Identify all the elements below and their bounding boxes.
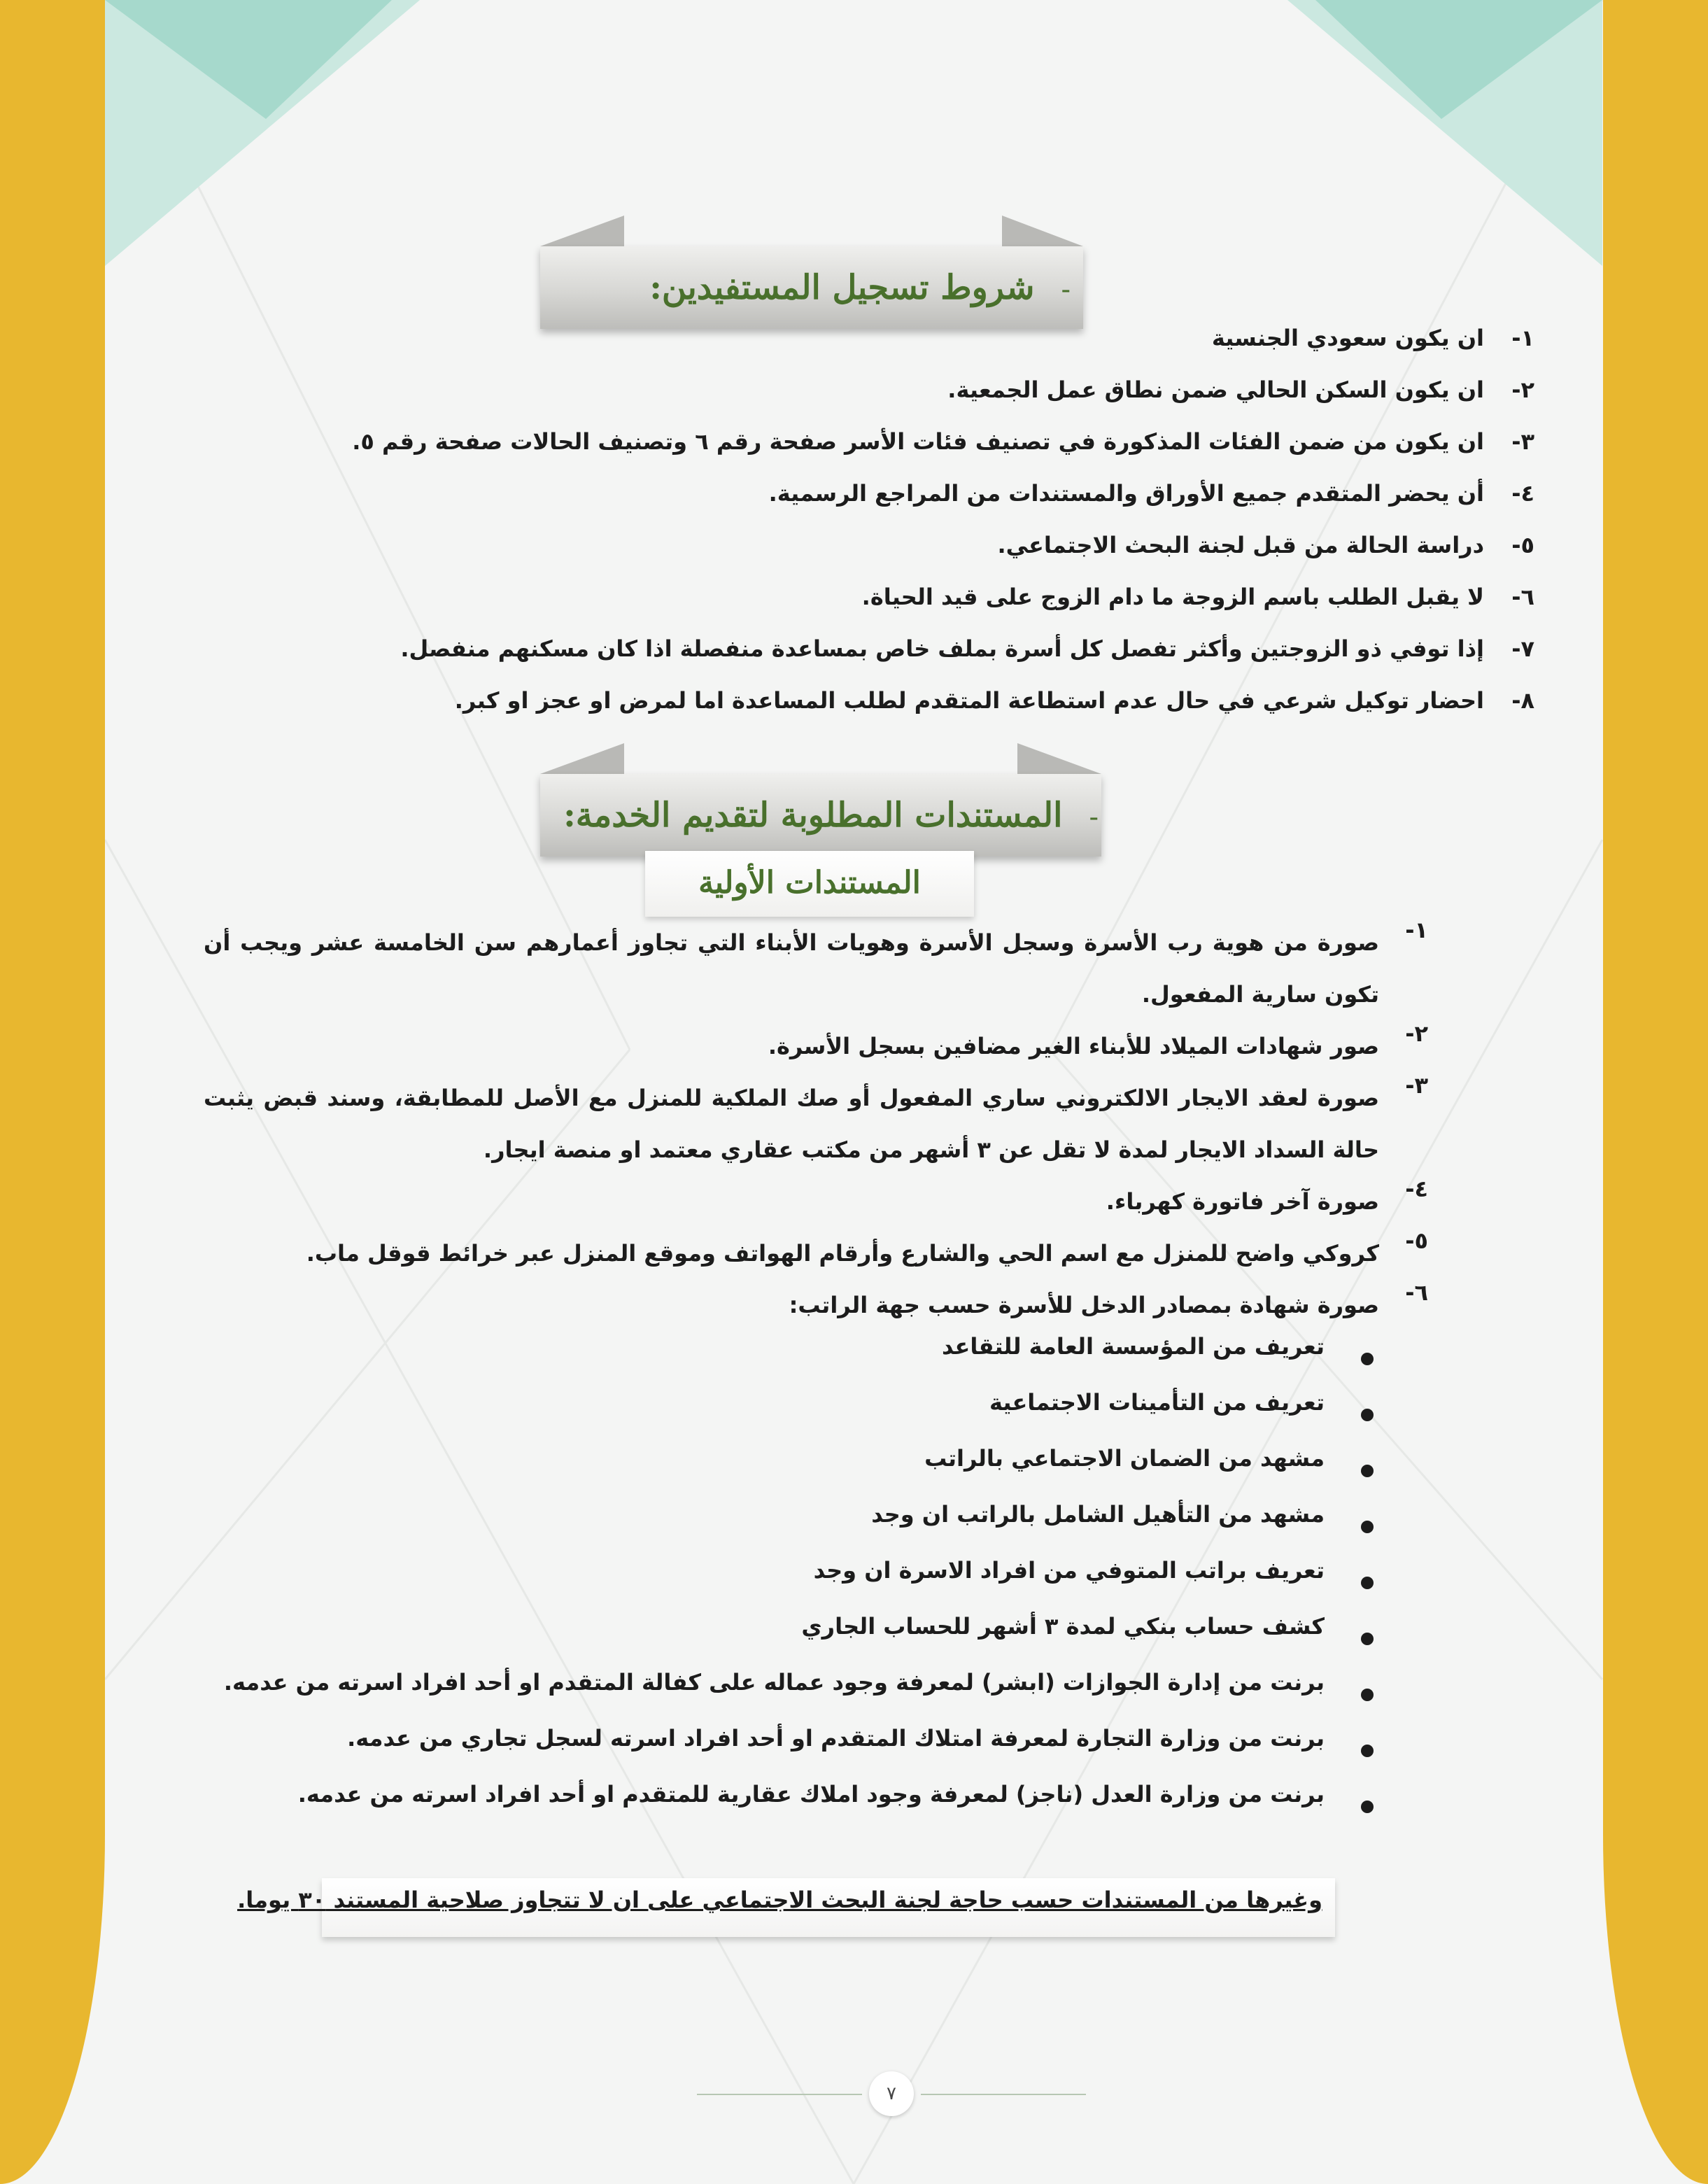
footer-note-text: وغيرها من المستندات حسب حاجة لجنة البحث الاجتماعي على ان لا تتجاوز صلاحية المستند ٣٠ يوما. <box>237 1887 1322 1913</box>
bullet-dot-icon <box>1361 1353 1374 1365</box>
item-number: ٤- <box>1511 480 1534 507</box>
bullet-item <box>224 1389 1325 1445</box>
item-text: إذا توفي ذو الزوجتين وأكثر تفصل كل أسرة بملف خاص بمساعدة منفصلة اذا كان مسكنهم منفصل. <box>400 635 1484 662</box>
item-text: ان يكون السكن الحالي ضمن نطاق عمل الجمعية. <box>947 376 1484 403</box>
list-item <box>352 428 1534 480</box>
page-number-divider-left <box>697 2094 862 2095</box>
section1-dash: - <box>1061 274 1071 306</box>
bullet-item <box>224 1725 1325 1781</box>
list-item <box>352 532 1534 584</box>
bullet-dot-icon <box>1361 1521 1374 1533</box>
list-item <box>352 584 1534 635</box>
item-text: كروكي واضح للمنزل مع اسم الحي والشارع وأرقام الهواتف وموقع المنزل عبر خرائط قوقل ماب. <box>306 1240 1379 1267</box>
item-number: ٨- <box>1511 687 1534 714</box>
section1-title <box>649 246 1071 329</box>
item-number: ٧- <box>1511 635 1534 662</box>
section2-dash: - <box>1089 801 1099 833</box>
section2-title <box>563 774 1099 857</box>
bullet-text: مشهد من الضمان الاجتماعي بالراتب <box>924 1445 1325 1472</box>
item-text: ان يكون سعودي الجنسية <box>1211 325 1484 351</box>
bullet-dot-icon <box>1361 1745 1374 1757</box>
section2-subtitle: المستندات الأولية <box>645 851 974 917</box>
item-text: أن يحضر المتقدم جميع الأوراق والمستندات من المراجع الرسمية. <box>768 480 1484 507</box>
list-item <box>204 1227 1428 1279</box>
bullet-dot-icon <box>1361 1689 1374 1701</box>
item-text: دراسة الحالة من قبل لجنة البحث الاجتماعي. <box>997 532 1484 558</box>
bullet-item <box>224 1781 1325 1837</box>
bullet-text: تعريف من المؤسسة العامة للتقاعد <box>941 1333 1325 1360</box>
item-number: ٦- <box>1511 584 1534 610</box>
list-item <box>352 687 1534 739</box>
bullet-dot-icon <box>1361 1577 1374 1589</box>
bullet-text: برنت من وزارة التجارة لمعرفة امتلاك المتقدم او أحد افراد اسرته لسجل تجاري من عدمه. <box>347 1725 1325 1752</box>
footer-note-box <box>237 1878 1335 1937</box>
bullet-item <box>224 1669 1325 1725</box>
bullet-text: برنت من إدارة الجوازات (ابشر) لمعرفة وجود عماله على كفالة المتقدم او أحد افراد اسرته من عدمه. <box>223 1669 1325 1696</box>
income-proof-bullet-list <box>224 1333 1325 1837</box>
list-item <box>204 1279 1428 1331</box>
item-number: ٤- <box>1405 1176 1428 1202</box>
bullet-item <box>224 1613 1325 1669</box>
section1-conditions-list <box>352 325 1534 739</box>
bullet-text: مشهد من التأهيل الشامل بالراتب ان وجد <box>871 1501 1325 1528</box>
section1-title-text: شروط تسجيل المستفيدين: <box>649 268 1035 307</box>
item-number: ٥- <box>1405 1227 1428 1254</box>
list-item <box>204 917 1428 1020</box>
item-number: ٥- <box>1511 532 1534 558</box>
item-number: ١- <box>1511 325 1534 351</box>
item-number: ٦- <box>1405 1279 1428 1306</box>
item-text: صورة لعقد الايجار الالكتروني ساري المفعول أو صك الملكية للمنزل مع الأصل للمطابقة، وسند قبض يثبت حالة السداد الايجار لمدة لا تقل عن ٣ أشهر من مكتب عقاري معتمد او منصة ايجار. <box>204 1085 1379 1163</box>
item-text: صورة من هوية رب الأسرة وسجل الأسرة وهويات الأبناء التي تجاوز أعمارهم سن الخامسة عشر ويجب أن تكون سارية المفعول. <box>204 929 1379 1008</box>
bullet-dot-icon <box>1361 1465 1374 1477</box>
item-number: ٣- <box>1405 1072 1428 1099</box>
item-number: ٢- <box>1511 376 1534 403</box>
item-text: احضار توكيل شرعي في حال عدم استطاعة المتقدم لطلب المساعدة اما لمرض او عجز او كبر. <box>454 687 1484 714</box>
list-item <box>352 635 1534 687</box>
page-number-divider-right <box>921 2094 1086 2095</box>
bullet-text: تعريف براتب المتوفي من افراد الاسرة ان وجد <box>813 1557 1325 1584</box>
item-number: ٣- <box>1511 428 1534 455</box>
list-item <box>352 376 1534 428</box>
bullet-item <box>224 1501 1325 1557</box>
list-item <box>204 1020 1428 1072</box>
list-item <box>204 1176 1428 1227</box>
bullet-item <box>224 1445 1325 1501</box>
bullet-text: كشف حساب بنكي لمدة ٣ أشهر للحساب الجاري <box>801 1613 1325 1640</box>
bullet-item <box>224 1557 1325 1613</box>
list-item <box>352 480 1534 532</box>
bullet-text: تعريف من التأمينات الاجتماعية <box>989 1389 1325 1416</box>
bullet-dot-icon <box>1361 1633 1374 1645</box>
item-text: صور شهادات الميلاد للأبناء الغير مضافين بسجل الأسرة. <box>768 1033 1379 1059</box>
item-text: صورة آخر فاتورة كهرباء. <box>1106 1188 1379 1215</box>
item-text: صورة شهادة بمصادر الدخل للأسرة حسب جهة الراتب: <box>789 1292 1379 1318</box>
list-item <box>204 1072 1428 1176</box>
section2-heading-ribbon <box>540 743 1101 857</box>
item-text: ان يكون من ضمن الفئات المذكورة في تصنيف فئات الأسر صفحة رقم ٦ وتصنيف الحالات صفحة رقم ٥. <box>352 428 1484 455</box>
list-item <box>352 325 1534 376</box>
bullet-dot-icon <box>1361 1409 1374 1421</box>
section2-title-text: المستندات المطلوبة لتقديم الخدمة: <box>563 796 1063 835</box>
item-number: ٢- <box>1405 1020 1428 1047</box>
bullet-item <box>224 1333 1325 1389</box>
page-number: ٧ <box>869 2071 914 2116</box>
bullet-dot-icon <box>1361 1801 1374 1813</box>
item-text: لا يقبل الطلب باسم الزوجة ما دام الزوج على قيد الحياة. <box>861 584 1484 610</box>
item-number: ١- <box>1405 917 1428 943</box>
bullet-text: برنت من وزارة العدل (ناجز) لمعرفة وجود املاك عقارية للمتقدم او أحد افراد اسرته من عدمه. <box>297 1781 1325 1808</box>
section1-heading-ribbon <box>540 216 1083 329</box>
section2-documents-list <box>204 917 1428 1331</box>
